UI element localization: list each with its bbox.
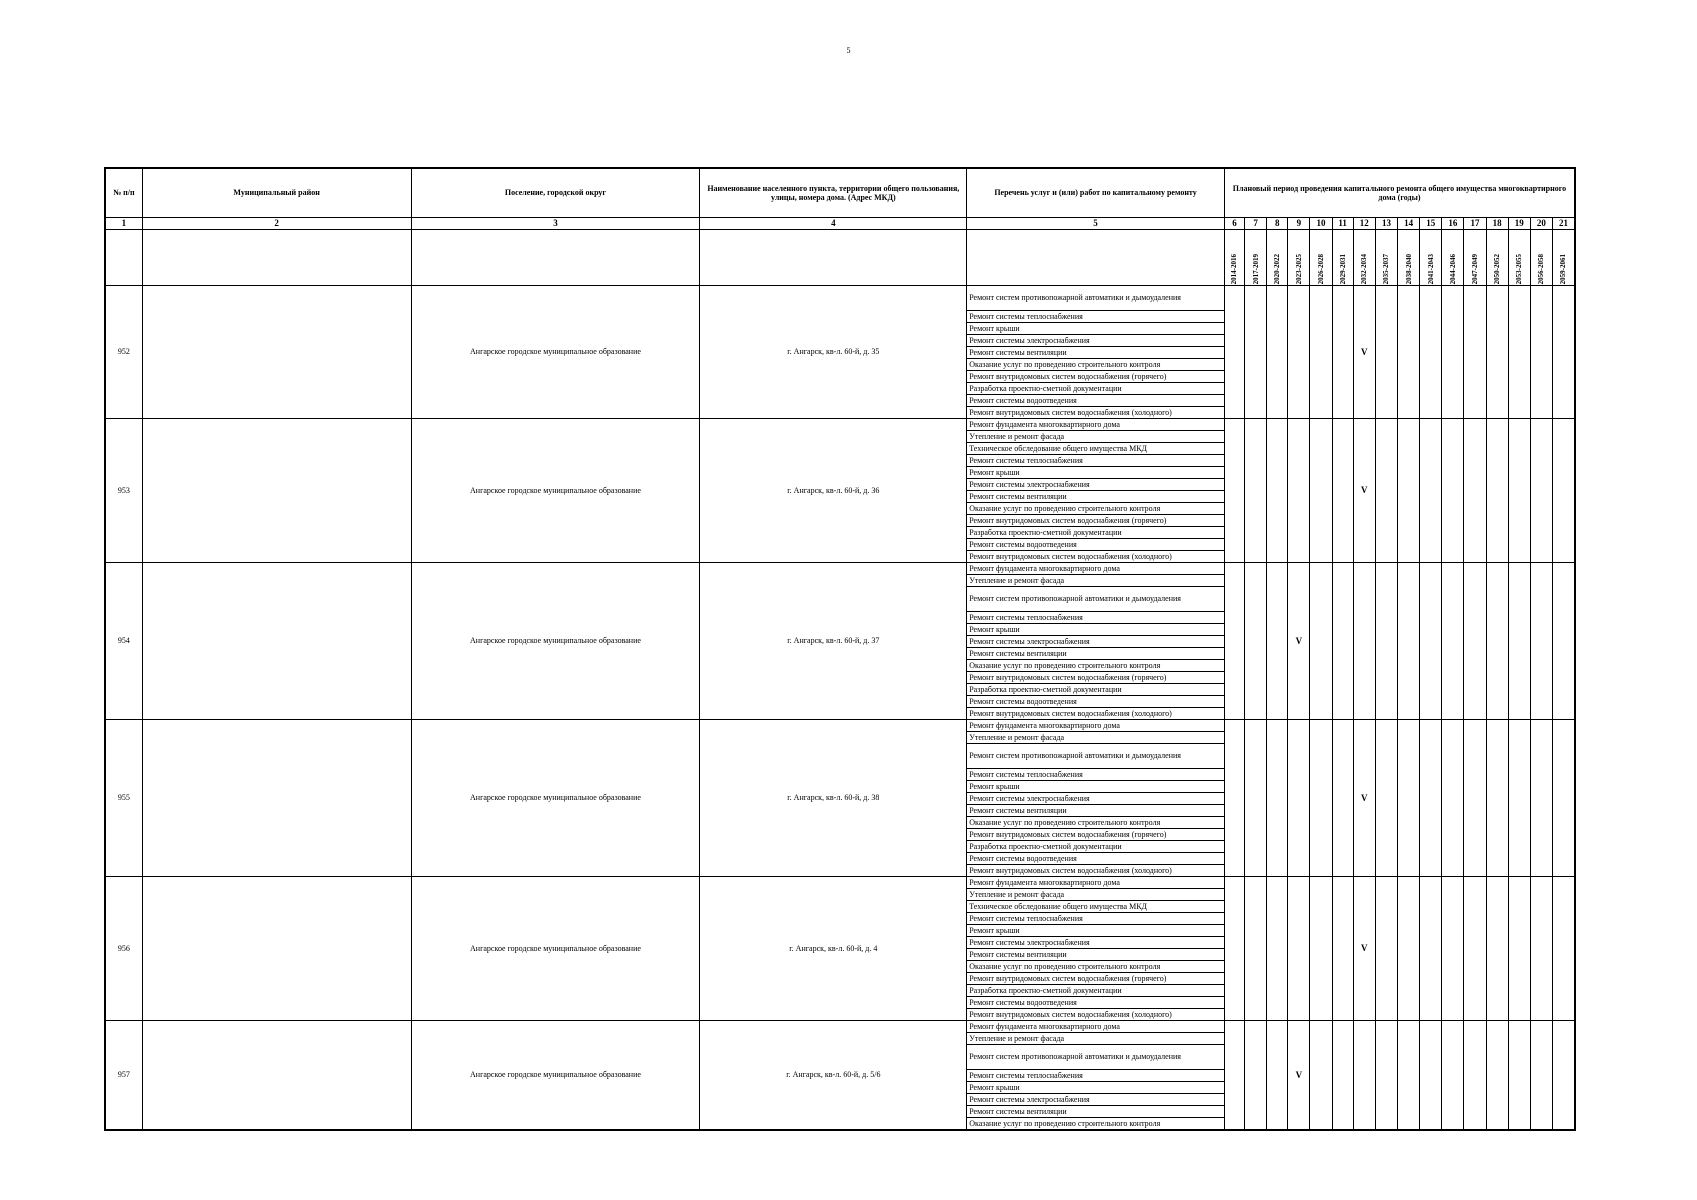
period-empty-cell [1508,286,1530,419]
period-empty-cell [1508,1021,1530,1131]
period-empty-cell [1442,286,1464,419]
period-empty-cell [1353,1021,1375,1131]
period-cell [1267,230,1288,286]
period-label: 2029-2031 [1338,253,1347,284]
work-item: Ремонт внутридомовых систем водоснабжения (горячего) [967,371,1225,383]
period-empty-cell [1464,720,1486,877]
period-empty-cell [1486,419,1508,563]
work-item: Ремонт крыши [967,925,1225,937]
row-settlement: Ангарское городское муниципальное образование [411,1021,700,1131]
work-item: Утепление и ремонт фасада [967,575,1225,587]
period-empty-cell [1245,877,1267,1021]
period-empty-cell [1530,1021,1552,1131]
page-number: 5 [846,46,851,55]
period-cell [1375,230,1397,286]
period-mark: V [1288,563,1310,720]
row-address: г. Ангарск, кв-л. 60-й, д. 5/6 [700,1021,967,1131]
row-address: г. Ангарск, кв-л. 60-й, д. 36 [700,419,967,563]
column-number-row [105,218,1575,230]
period-empty-cell [1267,286,1288,419]
work-item: Техническое обследование общего имущества МКД [967,443,1225,455]
row-settlement: Ангарское городское муниципальное образование [411,563,700,720]
work-item: Ремонт системы вентиляции [967,949,1225,961]
row-address: г. Ангарск, кв-л. 60-й, д. 4 [700,877,967,1021]
row-number: 954 [105,563,142,720]
work-item: Ремонт внутридомовых систем водоснабжения (холодного) [967,865,1225,877]
work-item: Оказание услуг по проведению строительного контроля [967,503,1225,515]
work-item: Ремонт системы вентиляции [967,347,1225,359]
period-label: 2059-2061 [1559,253,1568,284]
period-mark: V [1353,286,1375,419]
period-empty-cell [1353,563,1375,720]
period-cell [1508,230,1530,286]
period-cell [1332,230,1353,286]
period-mark: V [1353,419,1375,563]
table-row [105,877,1575,889]
period-cell [1420,230,1442,286]
period-empty-cell [1398,1021,1420,1131]
period-label: 2044-2046 [1448,253,1457,284]
period-empty-cell [1530,286,1552,419]
period-empty-cell [1398,720,1420,877]
period-empty-cell [1442,720,1464,877]
period-label: 2023-2025 [1294,253,1303,284]
work-item: Ремонт крыши [967,323,1225,335]
period-empty-cell [1530,419,1552,563]
header-works: Перечень услуг и (или) работ по капитальному ремонту [967,168,1225,218]
period-empty-cell [1486,563,1508,720]
period-empty-cell [1464,286,1486,419]
period-label: 2032-2034 [1360,253,1369,284]
column-number: 21 [1553,218,1576,230]
period-empty-cell [1464,877,1486,1021]
work-item: Ремонт крыши [967,1082,1225,1094]
work-item: Ремонт внутридомовых систем водоснабжения (горячего) [967,829,1225,841]
row-district [142,720,411,877]
work-item: Утепление и ремонт фасада [967,431,1225,443]
period-empty-cell [1267,563,1288,720]
work-item: Ремонт систем противопожарной автоматики и дымоудаления [967,286,1225,311]
work-item: Ремонт фундамента многоквартирного дома [967,563,1225,575]
period-label: 2014-2016 [1230,253,1239,284]
work-item: Ремонт крыши [967,467,1225,479]
period-empty-cell [1332,563,1353,720]
period-empty-cell [1310,1021,1332,1131]
period-empty-cell [1245,720,1267,877]
column-number: 12 [1353,218,1375,230]
column-number: 17 [1464,218,1486,230]
column-number: 4 [700,218,967,230]
period-empty-cell [1267,877,1288,1021]
period-row-blank [105,230,142,286]
period-empty-cell [1530,563,1552,720]
column-number: 16 [1442,218,1464,230]
row-district [142,563,411,720]
period-empty-cell [1442,1021,1464,1131]
work-item: Ремонт системы электроснабжения [967,937,1225,949]
work-item: Ремонт фундамента многоквартирного дома [967,1021,1225,1033]
work-item: Разработка проектно-сметной документации [967,383,1225,395]
period-mark: V [1353,720,1375,877]
work-item: Оказание услуг по проведению строительного контроля [967,359,1225,371]
row-settlement: Ангарское городское муниципальное образование [411,419,700,563]
work-item: Ремонт внутридомовых систем водоснабжения (горячего) [967,672,1225,684]
row-address: г. Ангарск, кв-л. 60-й, д. 37 [700,563,967,720]
row-district [142,419,411,563]
work-item: Ремонт системы теплоснабжения [967,455,1225,467]
period-mark: V [1288,1021,1310,1131]
period-empty-cell [1332,286,1353,419]
work-item: Ремонт системы теплоснабжения [967,913,1225,925]
capital-repair-table [104,167,1576,1131]
period-row-blank [142,230,411,286]
period-empty-cell [1553,1021,1576,1131]
period-empty-cell [1375,286,1397,419]
period-empty-cell [1310,720,1332,877]
column-number: 6 [1224,218,1244,230]
period-empty-cell [1420,286,1442,419]
period-empty-cell [1553,563,1576,720]
row-district [142,877,411,1021]
work-item: Разработка проектно-сметной документации [967,985,1225,997]
work-item: Ремонт системы водоотведения [967,539,1225,551]
period-empty-cell [1375,419,1397,563]
row-address: г. Ангарск, кв-л. 60-й, д. 38 [700,720,967,877]
period-empty-cell [1420,563,1442,720]
period-empty-cell [1486,720,1508,877]
work-item: Разработка проектно-сметной документации [967,684,1225,696]
period-empty-cell [1375,877,1397,1021]
period-cell [1398,230,1420,286]
row-district [142,286,411,419]
work-item: Ремонт системы электроснабжения [967,1094,1225,1106]
work-item: Ремонт системы электроснабжения [967,636,1225,648]
row-settlement: Ангарское городское муниципальное образование [411,286,700,419]
period-empty-cell [1508,419,1530,563]
period-cell [1530,230,1552,286]
period-cell [1310,230,1332,286]
period-empty-cell [1375,720,1397,877]
table-row [105,1021,1575,1033]
row-number: 956 [105,877,142,1021]
period-empty-cell [1375,1021,1397,1131]
column-number: 2 [142,218,411,230]
period-row [105,230,1575,286]
work-item: Ремонт системы вентиляции [967,491,1225,503]
work-item: Ремонт фундамента многоквартирного дома [967,877,1225,889]
table-row [105,286,1575,311]
period-empty-cell [1332,1021,1353,1131]
period-empty-cell [1442,563,1464,720]
period-label: 2041-2043 [1426,253,1435,284]
period-label: 2047-2049 [1470,253,1479,284]
row-number: 957 [105,1021,142,1131]
period-empty-cell [1464,1021,1486,1131]
period-empty-cell [1310,419,1332,563]
work-item: Ремонт внутридомовых систем водоснабжения (горячего) [967,973,1225,985]
period-empty-cell [1486,286,1508,419]
period-cell [1464,230,1486,286]
period-empty-cell [1530,720,1552,877]
header-district: Муниципальный район [142,168,411,218]
row-number: 953 [105,419,142,563]
period-empty-cell [1553,419,1576,563]
work-item: Техническое обследование общего имущества МКД [967,901,1225,913]
work-item: Ремонт фундамента многоквартирного дома [967,720,1225,732]
work-item: Ремонт систем противопожарной автоматики и дымоудаления [967,587,1225,612]
period-empty-cell [1224,286,1244,419]
work-item: Оказание услуг по проведению строительного контроля [967,660,1225,672]
column-number: 3 [411,218,700,230]
period-empty-cell [1332,877,1353,1021]
period-empty-cell [1245,1021,1267,1131]
work-item: Ремонт систем противопожарной автоматики и дымоудаления [967,1045,1225,1070]
period-empty-cell [1267,1021,1288,1131]
period-empty-cell [1464,419,1486,563]
work-item: Утепление и ремонт фасада [967,889,1225,901]
period-empty-cell [1398,419,1420,563]
period-row-blank [411,230,700,286]
work-item: Утепление и ремонт фасада [967,732,1225,744]
period-cell [1288,230,1310,286]
period-empty-cell [1245,563,1267,720]
period-empty-cell [1224,563,1244,720]
period-row-blank [700,230,967,286]
period-empty-cell [1398,563,1420,720]
column-number: 20 [1530,218,1552,230]
work-item: Ремонт внутридомовых систем водоснабжения (холодного) [967,708,1225,720]
column-number: 19 [1508,218,1530,230]
period-empty-cell [1553,877,1576,1021]
period-empty-cell [1288,877,1310,1021]
work-item: Ремонт системы водоотведения [967,997,1225,1009]
work-item: Ремонт фундамента многоквартирного дома [967,419,1225,431]
period-empty-cell [1464,563,1486,720]
period-cell [1353,230,1375,286]
period-empty-cell [1224,419,1244,563]
period-empty-cell [1420,419,1442,563]
table-row [105,720,1575,732]
column-number: 14 [1398,218,1420,230]
column-number: 13 [1375,218,1397,230]
header-settlement: Поселение, городской округ [411,168,700,218]
period-label: 2050-2052 [1493,253,1502,284]
work-item: Ремонт системы теплоснабжения [967,612,1225,624]
header-period: Плановый период проведения капитального ремонта общего имущества многоквартирного дома (годы) [1224,168,1575,218]
period-empty-cell [1332,720,1353,877]
period-empty-cell [1332,419,1353,563]
period-cell [1486,230,1508,286]
table-body [105,230,1575,1131]
period-empty-cell [1508,563,1530,720]
row-settlement: Ангарское городское муниципальное образование [411,877,700,1021]
work-item: Оказание услуг по проведению строительного контроля [967,1118,1225,1131]
column-number: 10 [1310,218,1332,230]
period-label: 2053-2055 [1515,253,1524,284]
work-item: Ремонт системы теплоснабжения [967,1070,1225,1082]
period-empty-cell [1224,877,1244,1021]
period-empty-cell [1288,720,1310,877]
work-item: Ремонт системы вентиляции [967,648,1225,660]
period-empty-cell [1245,286,1267,419]
period-cell [1442,230,1464,286]
row-number: 955 [105,720,142,877]
period-mark: V [1353,877,1375,1021]
period-empty-cell [1508,720,1530,877]
work-item: Ремонт системы водоотведения [967,395,1225,407]
period-empty-cell [1553,286,1576,419]
column-number: 1 [105,218,142,230]
period-label: 2020-2022 [1273,253,1282,284]
work-item: Ремонт системы водоотведения [967,696,1225,708]
period-label: 2038-2040 [1404,253,1413,284]
column-number: 9 [1288,218,1310,230]
row-district [142,1021,411,1131]
column-number: 8 [1267,218,1288,230]
column-number: 11 [1332,218,1353,230]
row-address: г. Ангарск, кв-л. 60-й, д. 35 [700,286,967,419]
work-item: Ремонт системы электроснабжения [967,479,1225,491]
period-empty-cell [1420,877,1442,1021]
work-item: Оказание услуг по проведению строительного контроля [967,817,1225,829]
column-number: 5 [967,218,1225,230]
period-label: 2035-2037 [1382,253,1391,284]
table-row [105,563,1575,575]
header-num: № п/п [105,168,142,218]
period-row-blank [967,230,1225,286]
period-empty-cell [1420,1021,1442,1131]
column-number: 15 [1420,218,1442,230]
work-item: Ремонт внутридомовых систем водоснабжения (холодного) [967,1009,1225,1021]
period-empty-cell [1530,877,1552,1021]
period-empty-cell [1508,877,1530,1021]
work-item: Ремонт внутридомовых систем водоснабжения (холодного) [967,551,1225,563]
column-number: 18 [1486,218,1508,230]
period-label: 2056-2058 [1537,253,1546,284]
work-item: Ремонт системы электроснабжения [967,335,1225,347]
work-item: Ремонт системы водоотведения [967,853,1225,865]
table-row [105,419,1575,431]
period-cell [1245,230,1267,286]
work-item: Ремонт внутридомовых систем водоснабжения (горячего) [967,515,1225,527]
period-empty-cell [1310,563,1332,720]
work-item: Ремонт системы теплоснабжения [967,769,1225,781]
period-empty-cell [1375,563,1397,720]
work-item: Разработка проектно-сметной документации [967,841,1225,853]
work-item: Ремонт системы вентиляции [967,1106,1225,1118]
period-empty-cell [1442,419,1464,563]
work-item: Ремонт крыши [967,624,1225,636]
work-item: Ремонт системы вентиляции [967,805,1225,817]
work-item: Ремонт крыши [967,781,1225,793]
period-empty-cell [1288,286,1310,419]
work-item: Ремонт системы электроснабжения [967,793,1225,805]
period-empty-cell [1553,720,1576,877]
row-number: 952 [105,286,142,419]
period-empty-cell [1310,877,1332,1021]
period-empty-cell [1288,419,1310,563]
period-empty-cell [1310,286,1332,419]
column-number: 7 [1245,218,1267,230]
period-empty-cell [1245,419,1267,563]
period-empty-cell [1442,877,1464,1021]
period-empty-cell [1486,1021,1508,1131]
period-empty-cell [1267,720,1288,877]
period-empty-cell [1224,1021,1244,1131]
work-item: Разработка проектно-сметной документации [967,527,1225,539]
work-item: Оказание услуг по проведению строительного контроля [967,961,1225,973]
period-empty-cell [1398,877,1420,1021]
work-item: Ремонт внутридомовых систем водоснабжения (холодного) [967,407,1225,419]
period-empty-cell [1420,720,1442,877]
period-empty-cell [1398,286,1420,419]
header-address: Наименование населенного пункта, территории общего пользования, улицы, номера дома. (Адрес МКД) [700,168,967,218]
period-cell [1553,230,1576,286]
period-label: 2017-2019 [1251,253,1260,284]
work-item: Утепление и ремонт фасада [967,1033,1225,1045]
period-cell [1224,230,1244,286]
period-label: 2026-2028 [1317,253,1325,284]
period-empty-cell [1224,720,1244,877]
header-row [105,168,1575,218]
work-item: Ремонт систем противопожарной автоматики и дымоудаления [967,744,1225,769]
period-empty-cell [1267,419,1288,563]
row-settlement: Ангарское городское муниципальное образование [411,720,700,877]
work-item: Ремонт системы теплоснабжения [967,311,1225,323]
period-empty-cell [1486,877,1508,1021]
